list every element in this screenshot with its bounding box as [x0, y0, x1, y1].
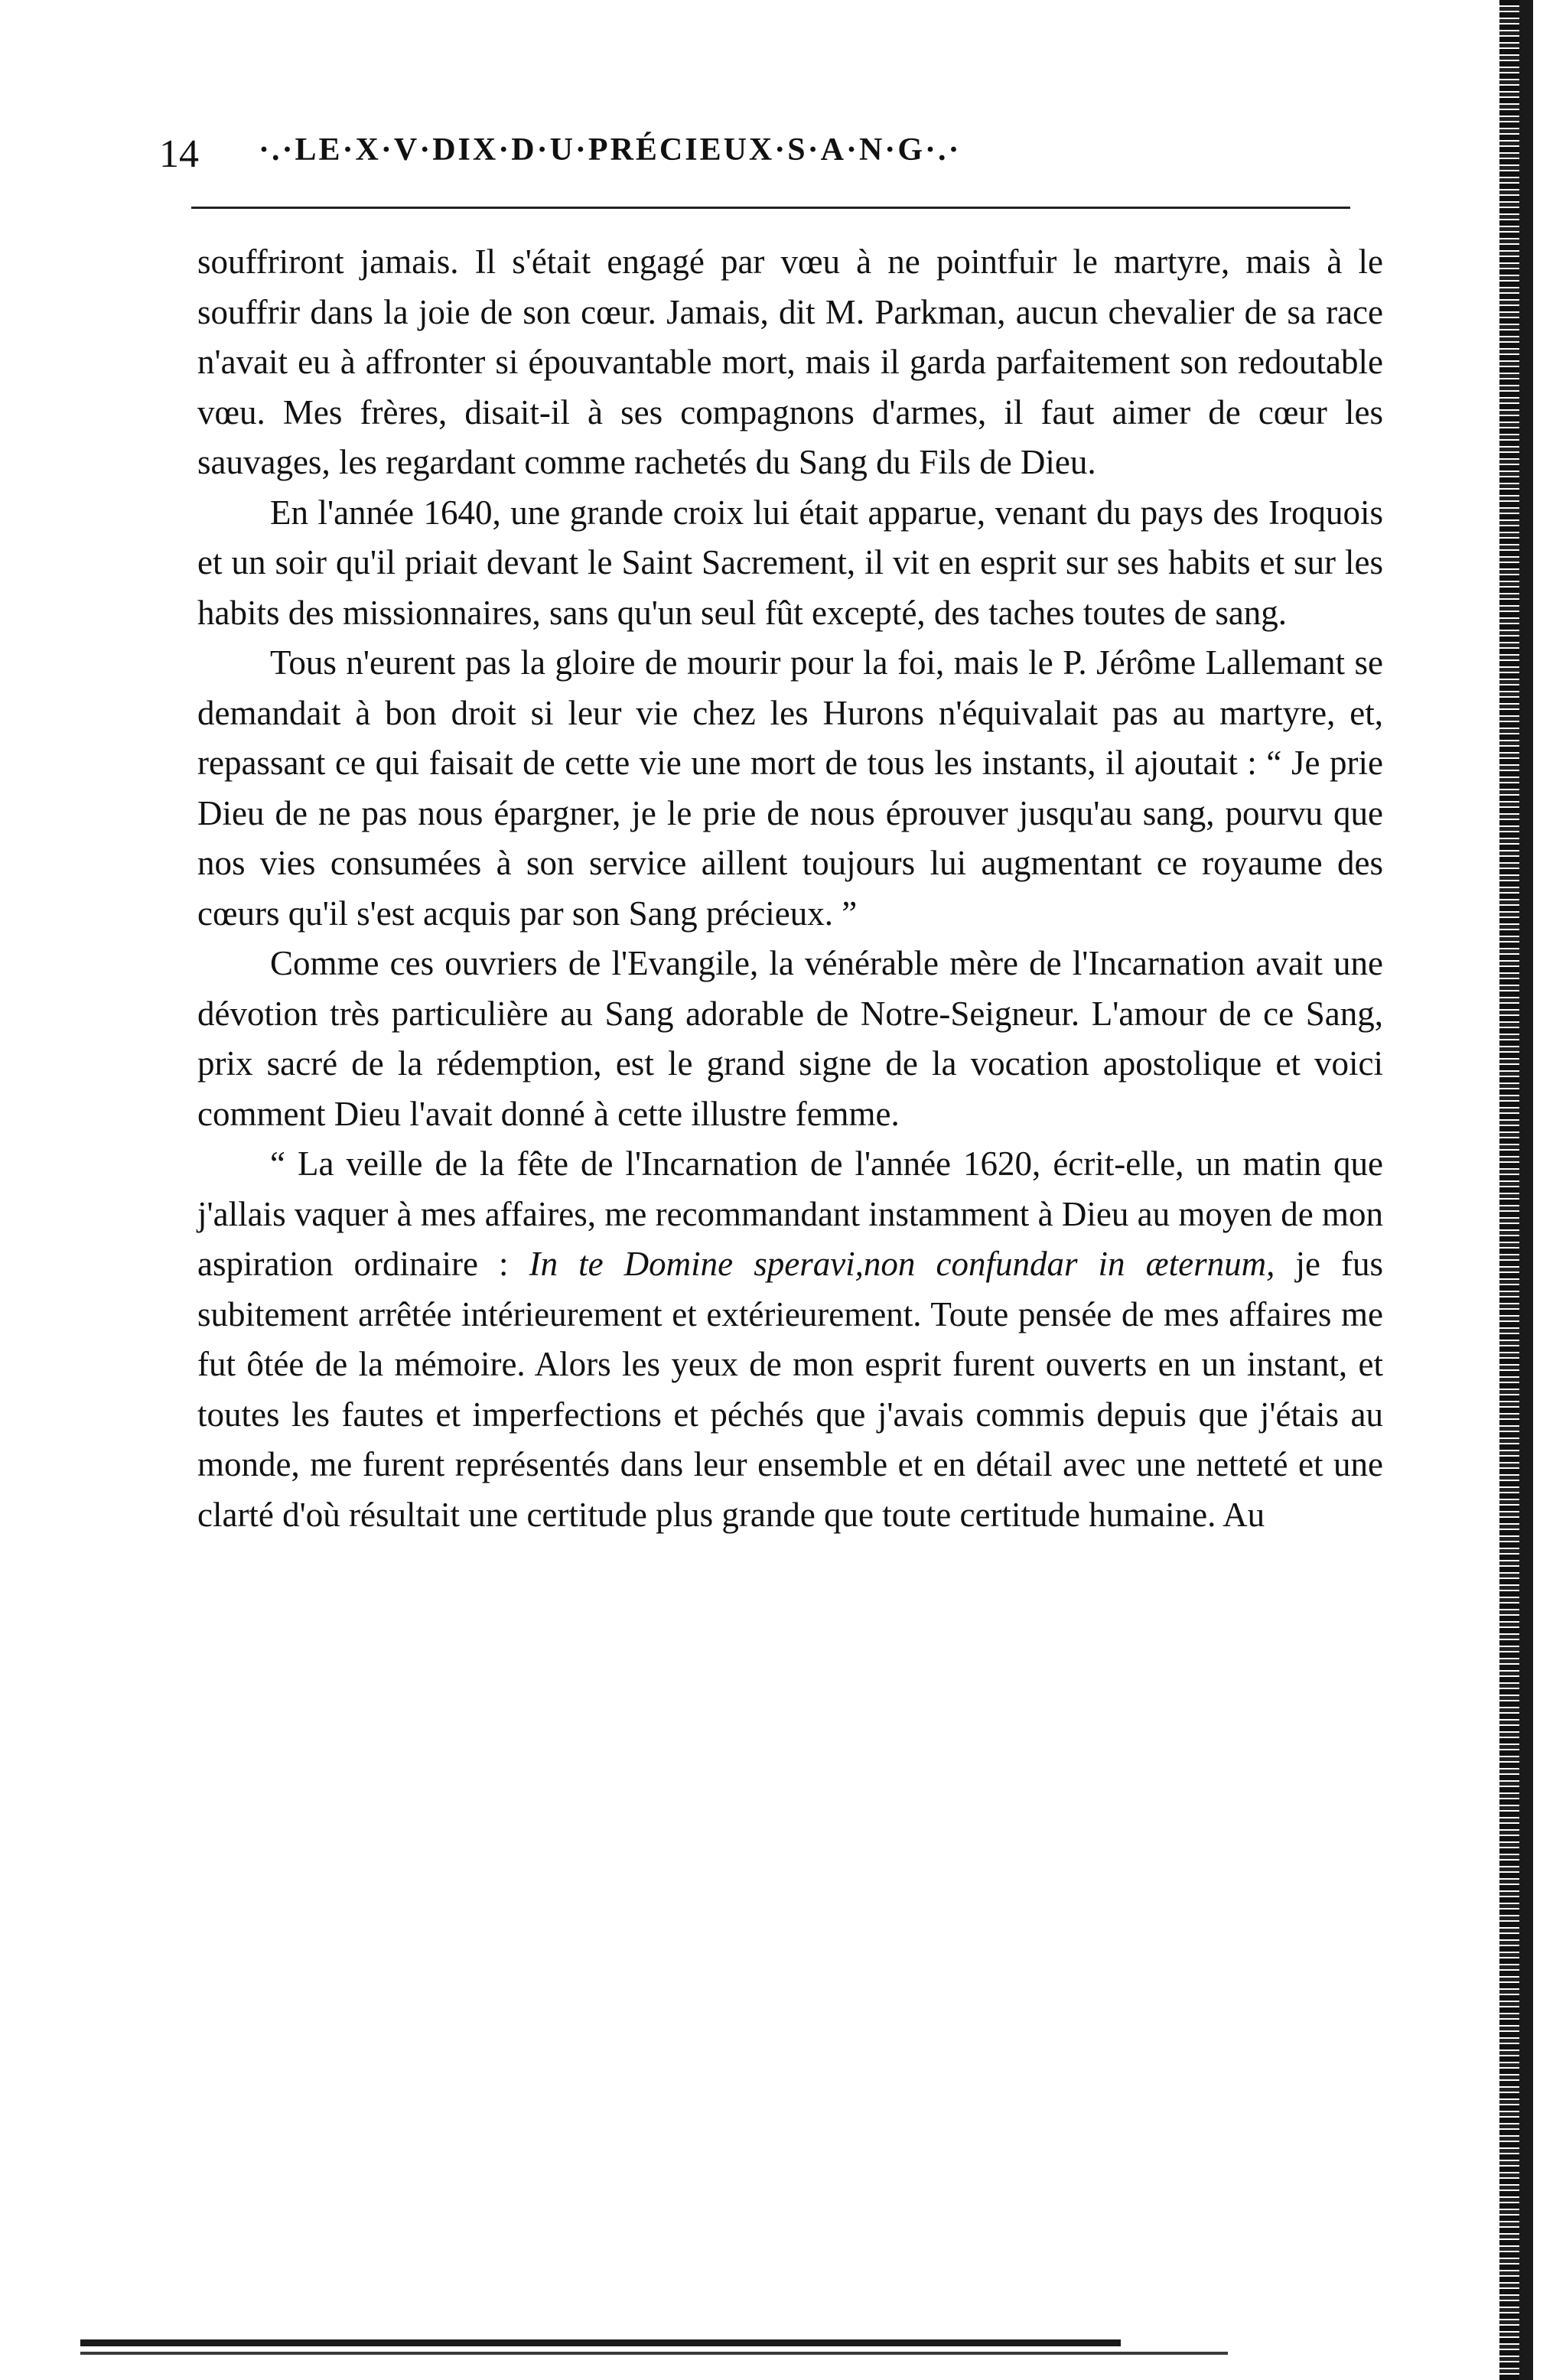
- body-text: [197, 237, 1383, 1540]
- paragraph-5-text-before: “ La veille de la fête de l'Incarnation de l'année 1620, écrit-elle, un matin que j'allais vaquer à mes affaires, me recommandant instamment à Dieu au moyen de mon aspiration ordinaire :: [197, 1144, 1383, 1283]
- scan-margin-shadow: [1519, 0, 1533, 2380]
- paragraph-2: En l'année 1640, une grande croix lui était apparue, venant du pays des Iroquois et un soir qu'il priait devant le Saint Sacrement, il vit en esprit sur ses habits et sur les habits des missionnaires, sans qu'un seul fût excepté, des taches toutes de sang.: [197, 493, 1383, 632]
- scan-margin-edge: [1499, 0, 1519, 2380]
- scan-bottom-edge: [80, 2339, 1121, 2346]
- page-number: 14: [159, 132, 199, 176]
- latin-quotation: In te Domine speravi,non confundar in æternum,: [529, 1245, 1275, 1283]
- scan-bottom-edge-thin: [80, 2352, 1228, 2355]
- running-title: ·.·LE·X·V·DIX·D·U·PRÉCIEUX·S·A·N·G·.·: [259, 132, 962, 168]
- paragraph-1: souffriront jamais. Il s'était engagé par vœu à ne pointfuir le martyre, mais à le souffrir dans la joie de son cœur. Jamais, dit M. Parkman, aucun chevalier de sa race n'avait eu à affronter si épouvantable mort, mais il garda parfaitement son redoutable vœu. Mes frères, disait-il à ses compagnons d'armes, il faut aimer de cœur les sauvages, les regardant comme rachetés du Sang du Fils de Dieu.: [197, 243, 1383, 481]
- paragraph-5: [197, 1139, 1383, 1540]
- header-rule: [191, 207, 1350, 209]
- paragraph-5-text-after: je fus subitement arrêtée intérieurement et extérieurement. Toute pensée de mes affaires me fut ôtée de la mémoire. Alors les yeux de mon esprit furent ouverts en un instant, et toutes les fautes et imperfections et péchés que j'avais commis depuis que j'étais au monde, me furent représentés dans leur ensemble et en détail avec une netteté et une clarté d'où résultait une certitude plus grande que toute certitude humaine. Au: [197, 1245, 1383, 1534]
- paragraph-4: Comme ces ouvriers de l'Evangile, la vénérable mère de l'Incarnation avait une dévotion très particulière au Sang adorable de Notre-Seigneur. L'amour de ce Sang, prix sacré de la rédemption, est le grand signe de la vocation apostolique et voici comment Dieu l'avait donné à cette illustre femme.: [197, 944, 1383, 1133]
- page-header: [159, 106, 1353, 176]
- paragraph-3: Tous n'eurent pas la gloire de mourir pour la foi, mais le P. Jérôme Lallemant se demandait à bon droit si leur vie chez les Hurons n'équivalait pas au martyre, et, repassant ce qui faisait de cette vie une mort de tous les instants, il ajoutait : “ Je prie Dieu de ne pas nous épargner, je le prie de nous éprouver jusqu'au sang, pourvu que nos vies consumées à son service aillent toujours lui augmentant ce royaume des cœurs qu'il s'est acquis par son Sang précieux. ”: [197, 643, 1383, 933]
